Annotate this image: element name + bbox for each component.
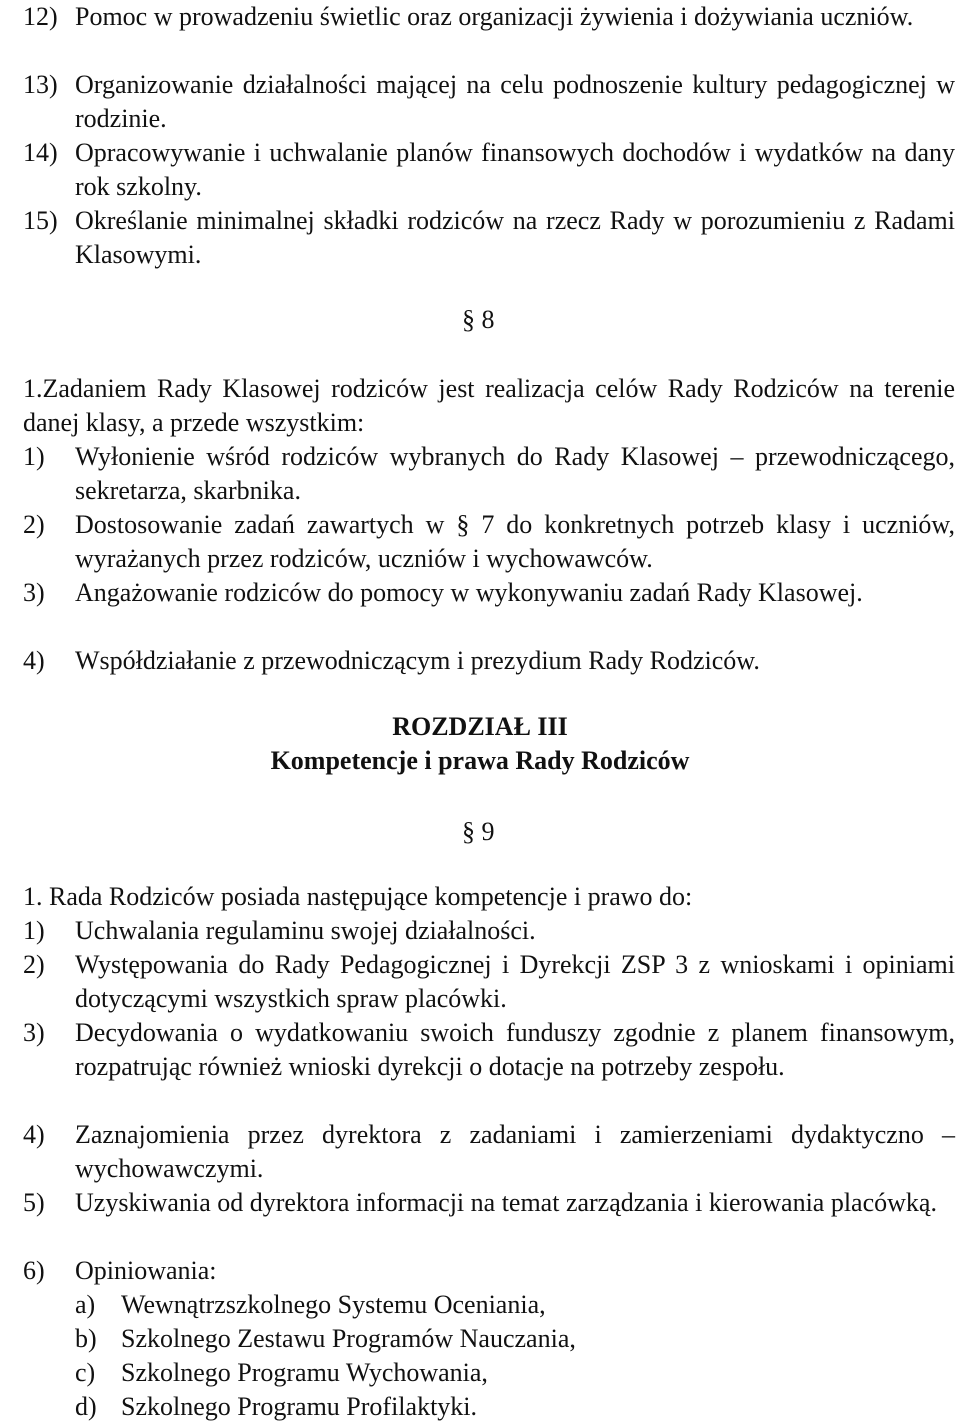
section-9-intro: 1. Rada Rodziców posiada następujące kompetencje i prawo do: <box>23 882 693 911</box>
list-item-text: Opracowywanie i uchwalanie planów finansowych dochodów i wydatków na dany rok szkolny. <box>75 138 955 201</box>
sub-list-item-text: Wewnątrzszkolnego Systemu Oceniania, <box>121 1290 546 1319</box>
list-item-text: Decydowania o wydatkowaniu swoich funduszy zgodnie z planem finansowym, rozpatrując również wnioski dyrekcji o dotacje na potrzeby zespołu. <box>75 1018 955 1081</box>
sub-list-item-text: Szkolnego Zestawu Programów Nauczania, <box>121 1324 576 1353</box>
sub-list-item-text: Szkolnego Programu Wychowania, <box>121 1358 488 1387</box>
list-item <box>23 948 955 1016</box>
list-item-number: 5) <box>23 1188 45 1217</box>
list-item <box>23 644 955 678</box>
sub-list-item <box>75 1288 955 1322</box>
list-item-number: 13) <box>23 70 58 99</box>
sub-list-item <box>75 1322 955 1356</box>
list-item-number: 4) <box>23 1120 45 1149</box>
sub-list-item <box>75 1356 955 1390</box>
sub-list-item-letter: c) <box>75 1358 96 1387</box>
list-item <box>23 914 955 948</box>
sub-list-item <box>75 1390 955 1424</box>
sub-list-item-text: Szkolnego Programu Profilaktyki. <box>121 1392 478 1421</box>
list-item-number: 12) <box>23 2 58 31</box>
list-item <box>23 508 955 576</box>
list-item-number: 15) <box>23 206 58 235</box>
list-item <box>23 68 955 136</box>
list-item <box>23 440 955 508</box>
section-8-intro: 1.Zadaniem Rady Klasowej rodziców jest realizacja celów Rady Rodziców na terenie danej klasy, a przede wszystkim: <box>23 374 955 437</box>
list-item-text: Określanie minimalnej składki rodziców na rzecz Rady w porozumieniu z Radami Klasowymi. <box>75 206 955 269</box>
sub-list-item-letter: a) <box>75 1290 96 1319</box>
list-item-text: Organizowanie działalności mającej na celu podnoszenie kultury pedagogicznej w rodzinie. <box>75 70 955 133</box>
list-item-number: 4) <box>23 646 45 675</box>
list-item-number: 3) <box>23 1018 45 1047</box>
list-item <box>23 1118 955 1186</box>
list-item-number: 1) <box>23 916 45 945</box>
section-symbol-8: § 8 <box>462 305 495 334</box>
list-item <box>23 1254 955 1288</box>
list-item <box>23 1016 955 1084</box>
list-item <box>23 0 955 34</box>
list-item-number: 3) <box>23 578 45 607</box>
list-item <box>23 204 955 272</box>
chapter-title: ROZDZIAŁ III <box>392 712 568 741</box>
list-item-text: Uchwalania regulaminu swojej działalności. <box>75 916 536 945</box>
list-item-text: Wyłonienie wśród rodziców wybranych do Rady Klasowej – przewodniczącego, sekretarza, skarbnika. <box>75 442 955 505</box>
list-item <box>23 136 955 204</box>
list-item-text: Pomoc w prowadzeniu świetlic oraz organizacji żywienia i dożywiania uczniów. <box>75 2 914 31</box>
list-item-text: Angażowanie rodziców do pomocy w wykonywaniu zadań Rady Klasowej. <box>75 578 863 607</box>
sub-list-item-letter: b) <box>75 1324 97 1353</box>
list-item-number: 14) <box>23 138 58 167</box>
list-item-number: 1) <box>23 442 45 471</box>
list-item-text: Dostosowanie zadań zawartych w § 7 do konkretnych potrzeb klasy i uczniów, wyrażanych przez rodziców, uczniów i wychowawców. <box>75 510 955 573</box>
sub-list-item-letter: d) <box>75 1392 97 1421</box>
list-item <box>23 576 955 610</box>
list-item-text: Zaznajomienia przez dyrektora z zadaniami i zamierzeniami dydaktyczno – wychowawczymi. <box>75 1120 955 1183</box>
list-item-text: Występowania do Rady Pedagogicznej i Dyrekcji ZSP 3 z wnioskami i opiniami dotyczącymi wszystkich spraw placówki. <box>75 950 955 1013</box>
list-item-text: Uzyskiwania od dyrektora informacji na temat zarządzania i kierowania placówką. <box>75 1188 937 1217</box>
section-symbol-9: § 9 <box>462 817 495 846</box>
list-item-number: 2) <box>23 950 45 979</box>
list-item <box>23 1186 955 1220</box>
chapter-subtitle: Kompetencje i prawa Rady Rodziców <box>270 746 690 775</box>
list-item-number: 2) <box>23 510 45 539</box>
list-item-number: 6) <box>23 1256 45 1285</box>
list-item-text: Współdziałanie z przewodniczącym i prezydium Rady Rodziców. <box>75 646 760 675</box>
list-item-text: Opiniowania: <box>75 1256 217 1285</box>
